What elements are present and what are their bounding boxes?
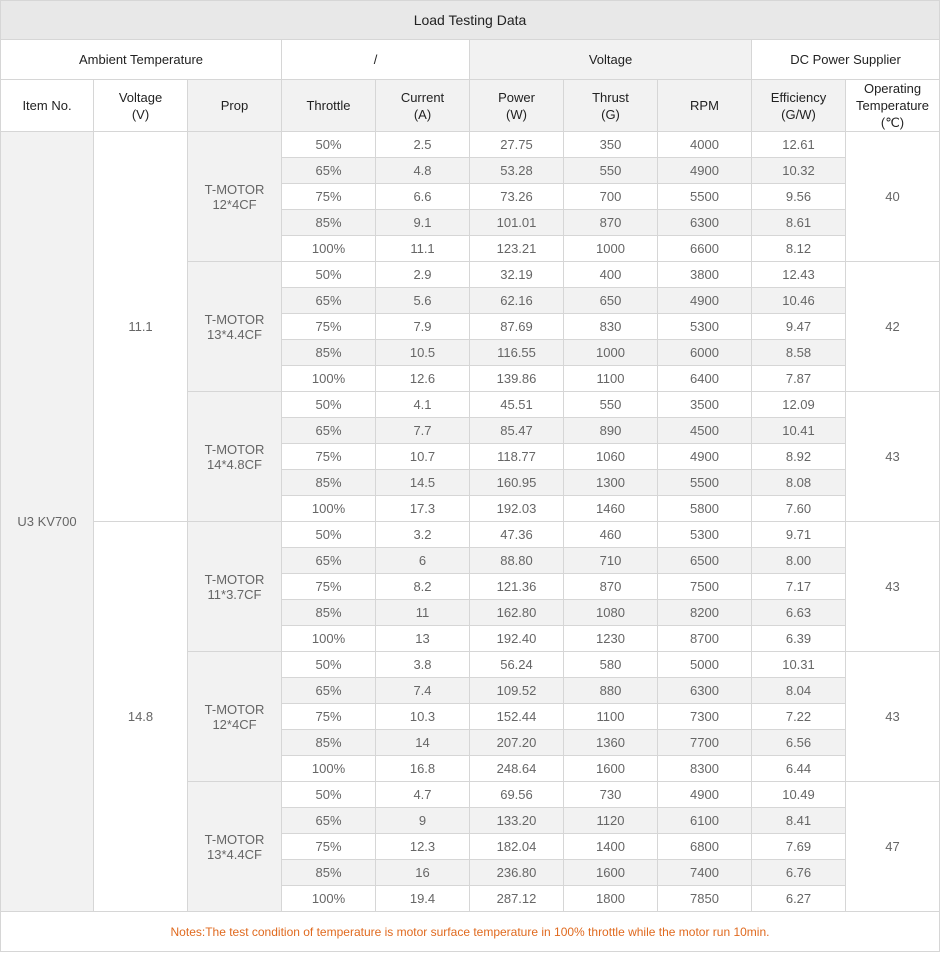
current-cell: 14 bbox=[376, 730, 470, 756]
rpm-cell: 6400 bbox=[658, 366, 752, 392]
throttle-cell: 75% bbox=[282, 444, 376, 470]
notes-row bbox=[1, 912, 940, 952]
header-thrust: Thrust (G) bbox=[564, 80, 658, 132]
efficiency-cell: 7.87 bbox=[752, 366, 846, 392]
header-voltage: Voltage (V) bbox=[94, 80, 188, 132]
rpm-cell: 7850 bbox=[658, 886, 752, 912]
rpm-cell: 4000 bbox=[658, 132, 752, 158]
efficiency-cell: 12.09 bbox=[752, 392, 846, 418]
power-cell: 45.51 bbox=[470, 392, 564, 418]
throttle-cell: 75% bbox=[282, 704, 376, 730]
efficiency-cell: 7.22 bbox=[752, 704, 846, 730]
throttle-cell: 100% bbox=[282, 756, 376, 782]
current-cell: 10.5 bbox=[376, 340, 470, 366]
rpm-cell: 3800 bbox=[658, 262, 752, 288]
throttle-cell: 75% bbox=[282, 834, 376, 860]
power-cell: 287.12 bbox=[470, 886, 564, 912]
thrust-cell: 1060 bbox=[564, 444, 658, 470]
rpm-cell: 5000 bbox=[658, 652, 752, 678]
temperature-cell: 43 bbox=[846, 652, 940, 782]
efficiency-cell: 8.04 bbox=[752, 678, 846, 704]
throttle-cell: 50% bbox=[282, 782, 376, 808]
thrust-cell: 1460 bbox=[564, 496, 658, 522]
item-no-cell: U3 KV700 bbox=[1, 132, 94, 912]
thrust-cell: 1100 bbox=[564, 366, 658, 392]
efficiency-cell: 8.08 bbox=[752, 470, 846, 496]
current-cell: 2.5 bbox=[376, 132, 470, 158]
voltage-value: DC Power Supplier bbox=[752, 40, 940, 80]
rpm-cell: 6300 bbox=[658, 678, 752, 704]
efficiency-cell: 8.12 bbox=[752, 236, 846, 262]
power-cell: 27.75 bbox=[470, 132, 564, 158]
power-cell: 133.20 bbox=[470, 808, 564, 834]
thrust-cell: 1230 bbox=[564, 626, 658, 652]
voltage-cell: 14.8 bbox=[94, 522, 188, 912]
rpm-cell: 5300 bbox=[658, 522, 752, 548]
current-cell: 13 bbox=[376, 626, 470, 652]
efficiency-cell: 12.43 bbox=[752, 262, 846, 288]
rpm-cell: 6000 bbox=[658, 340, 752, 366]
efficiency-cell: 9.71 bbox=[752, 522, 846, 548]
ambient-temperature-label: Ambient Temperature bbox=[1, 40, 282, 80]
prop-cell: T-MOTOR 13*4.4CF bbox=[188, 262, 282, 392]
rpm-cell: 4900 bbox=[658, 158, 752, 184]
throttle-cell: 65% bbox=[282, 678, 376, 704]
rpm-cell: 7300 bbox=[658, 704, 752, 730]
prop-cell: T-MOTOR 12*4CF bbox=[188, 132, 282, 262]
header-efficiency: Efficiency (G/W) bbox=[752, 80, 846, 132]
rpm-cell: 7400 bbox=[658, 860, 752, 886]
efficiency-cell: 6.56 bbox=[752, 730, 846, 756]
throttle-cell: 100% bbox=[282, 886, 376, 912]
current-cell: 9.1 bbox=[376, 210, 470, 236]
ambient-temperature-value: / bbox=[282, 40, 470, 80]
thrust-cell: 700 bbox=[564, 184, 658, 210]
header-operating-temperature: Operating Temperature (℃) bbox=[846, 80, 940, 132]
thrust-cell: 400 bbox=[564, 262, 658, 288]
throttle-cell: 50% bbox=[282, 132, 376, 158]
current-cell: 3.8 bbox=[376, 652, 470, 678]
power-cell: 87.69 bbox=[470, 314, 564, 340]
power-cell: 121.36 bbox=[470, 574, 564, 600]
current-cell: 14.5 bbox=[376, 470, 470, 496]
throttle-cell: 100% bbox=[282, 496, 376, 522]
rpm-cell: 8700 bbox=[658, 626, 752, 652]
throttle-cell: 85% bbox=[282, 860, 376, 886]
current-cell: 6.6 bbox=[376, 184, 470, 210]
efficiency-cell: 10.46 bbox=[752, 288, 846, 314]
current-cell: 7.7 bbox=[376, 418, 470, 444]
power-cell: 152.44 bbox=[470, 704, 564, 730]
rpm-cell: 4900 bbox=[658, 444, 752, 470]
efficiency-cell: 8.92 bbox=[752, 444, 846, 470]
throttle-cell: 85% bbox=[282, 600, 376, 626]
rpm-cell: 6300 bbox=[658, 210, 752, 236]
table-title: Load Testing Data bbox=[1, 1, 940, 40]
temperature-cell: 43 bbox=[846, 392, 940, 522]
efficiency-cell: 6.27 bbox=[752, 886, 846, 912]
prop-cell: T-MOTOR 12*4CF bbox=[188, 652, 282, 782]
efficiency-cell: 6.76 bbox=[752, 860, 846, 886]
power-cell: 236.80 bbox=[470, 860, 564, 886]
thrust-cell: 350 bbox=[564, 132, 658, 158]
power-cell: 101.01 bbox=[470, 210, 564, 236]
power-cell: 123.21 bbox=[470, 236, 564, 262]
current-cell: 2.9 bbox=[376, 262, 470, 288]
voltage-cell: 11.1 bbox=[94, 132, 188, 522]
throttle-cell: 50% bbox=[282, 652, 376, 678]
current-cell: 8.2 bbox=[376, 574, 470, 600]
throttle-cell: 50% bbox=[282, 522, 376, 548]
efficiency-cell: 7.69 bbox=[752, 834, 846, 860]
rpm-cell: 6800 bbox=[658, 834, 752, 860]
current-cell: 4.7 bbox=[376, 782, 470, 808]
power-cell: 56.24 bbox=[470, 652, 564, 678]
rpm-cell: 4900 bbox=[658, 288, 752, 314]
thrust-cell: 1800 bbox=[564, 886, 658, 912]
current-cell: 7.4 bbox=[376, 678, 470, 704]
efficiency-cell: 8.00 bbox=[752, 548, 846, 574]
power-cell: 47.36 bbox=[470, 522, 564, 548]
efficiency-cell: 10.41 bbox=[752, 418, 846, 444]
efficiency-cell: 10.49 bbox=[752, 782, 846, 808]
throttle-cell: 85% bbox=[282, 210, 376, 236]
throttle-cell: 65% bbox=[282, 288, 376, 314]
thrust-cell: 580 bbox=[564, 652, 658, 678]
table-row bbox=[1, 132, 940, 158]
rpm-cell: 6500 bbox=[658, 548, 752, 574]
prop-cell: T-MOTOR 14*4.8CF bbox=[188, 392, 282, 522]
power-cell: 53.28 bbox=[470, 158, 564, 184]
thrust-cell: 1400 bbox=[564, 834, 658, 860]
power-cell: 32.19 bbox=[470, 262, 564, 288]
rpm-cell: 3500 bbox=[658, 392, 752, 418]
throttle-cell: 65% bbox=[282, 158, 376, 184]
thrust-cell: 1000 bbox=[564, 236, 658, 262]
efficiency-cell: 9.56 bbox=[752, 184, 846, 210]
current-cell: 10.7 bbox=[376, 444, 470, 470]
efficiency-cell: 8.58 bbox=[752, 340, 846, 366]
thrust-cell: 650 bbox=[564, 288, 658, 314]
rpm-cell: 4500 bbox=[658, 418, 752, 444]
current-cell: 11.1 bbox=[376, 236, 470, 262]
power-cell: 192.40 bbox=[470, 626, 564, 652]
current-cell: 16 bbox=[376, 860, 470, 886]
power-cell: 118.77 bbox=[470, 444, 564, 470]
power-cell: 85.47 bbox=[470, 418, 564, 444]
thrust-cell: 880 bbox=[564, 678, 658, 704]
table-row bbox=[1, 522, 940, 548]
throttle-cell: 75% bbox=[282, 574, 376, 600]
thrust-cell: 550 bbox=[564, 392, 658, 418]
temperature-cell: 43 bbox=[846, 522, 940, 652]
voltage-label: Voltage bbox=[470, 40, 752, 80]
current-cell: 4.8 bbox=[376, 158, 470, 184]
throttle-cell: 65% bbox=[282, 418, 376, 444]
thrust-cell: 1080 bbox=[564, 600, 658, 626]
thrust-cell: 1300 bbox=[564, 470, 658, 496]
current-cell: 12.6 bbox=[376, 366, 470, 392]
throttle-cell: 50% bbox=[282, 262, 376, 288]
rpm-cell: 4900 bbox=[658, 782, 752, 808]
prop-cell: T-MOTOR 13*4.4CF bbox=[188, 782, 282, 912]
power-cell: 69.56 bbox=[470, 782, 564, 808]
current-cell: 16.8 bbox=[376, 756, 470, 782]
rpm-cell: 7500 bbox=[658, 574, 752, 600]
current-cell: 12.3 bbox=[376, 834, 470, 860]
thrust-cell: 710 bbox=[564, 548, 658, 574]
current-cell: 7.9 bbox=[376, 314, 470, 340]
thrust-cell: 730 bbox=[564, 782, 658, 808]
thrust-cell: 1360 bbox=[564, 730, 658, 756]
header-power: Power (W) bbox=[470, 80, 564, 132]
thrust-cell: 870 bbox=[564, 210, 658, 236]
power-cell: 139.86 bbox=[470, 366, 564, 392]
temperature-cell: 47 bbox=[846, 782, 940, 912]
throttle-cell: 65% bbox=[282, 548, 376, 574]
rpm-cell: 8200 bbox=[658, 600, 752, 626]
prop-cell: T-MOTOR 11*3.7CF bbox=[188, 522, 282, 652]
notes: Notes:The test condition of temperature is motor surface temperature in 100% throttle while the motor run 10min. bbox=[1, 912, 940, 952]
efficiency-cell: 9.47 bbox=[752, 314, 846, 340]
power-cell: 207.20 bbox=[470, 730, 564, 756]
thrust-cell: 1120 bbox=[564, 808, 658, 834]
throttle-cell: 100% bbox=[282, 366, 376, 392]
efficiency-cell: 6.39 bbox=[752, 626, 846, 652]
power-cell: 162.80 bbox=[470, 600, 564, 626]
current-cell: 10.3 bbox=[376, 704, 470, 730]
power-cell: 192.03 bbox=[470, 496, 564, 522]
current-cell: 19.4 bbox=[376, 886, 470, 912]
efficiency-cell: 7.60 bbox=[752, 496, 846, 522]
rpm-cell: 5300 bbox=[658, 314, 752, 340]
efficiency-cell: 7.17 bbox=[752, 574, 846, 600]
current-cell: 6 bbox=[376, 548, 470, 574]
throttle-cell: 50% bbox=[282, 392, 376, 418]
throttle-cell: 85% bbox=[282, 470, 376, 496]
power-cell: 182.04 bbox=[470, 834, 564, 860]
throttle-cell: 100% bbox=[282, 626, 376, 652]
temperature-cell: 42 bbox=[846, 262, 940, 392]
thrust-cell: 460 bbox=[564, 522, 658, 548]
throttle-cell: 65% bbox=[282, 808, 376, 834]
efficiency-cell: 8.61 bbox=[752, 210, 846, 236]
temperature-cell: 40 bbox=[846, 132, 940, 262]
rpm-cell: 8300 bbox=[658, 756, 752, 782]
throttle-cell: 85% bbox=[282, 730, 376, 756]
power-cell: 116.55 bbox=[470, 340, 564, 366]
current-cell: 11 bbox=[376, 600, 470, 626]
header-current: Current (A) bbox=[376, 80, 470, 132]
thrust-cell: 1000 bbox=[564, 340, 658, 366]
header-row bbox=[1, 80, 940, 132]
thrust-cell: 1600 bbox=[564, 860, 658, 886]
current-cell: 9 bbox=[376, 808, 470, 834]
power-cell: 62.16 bbox=[470, 288, 564, 314]
efficiency-cell: 10.31 bbox=[752, 652, 846, 678]
throttle-cell: 100% bbox=[282, 236, 376, 262]
power-cell: 88.80 bbox=[470, 548, 564, 574]
efficiency-cell: 6.44 bbox=[752, 756, 846, 782]
power-cell: 73.26 bbox=[470, 184, 564, 210]
header-item-no: Item No. bbox=[1, 80, 94, 132]
throttle-cell: 75% bbox=[282, 314, 376, 340]
thrust-cell: 830 bbox=[564, 314, 658, 340]
thrust-cell: 1600 bbox=[564, 756, 658, 782]
power-cell: 109.52 bbox=[470, 678, 564, 704]
header-rpm: RPM bbox=[658, 80, 752, 132]
rpm-cell: 5500 bbox=[658, 184, 752, 210]
power-cell: 160.95 bbox=[470, 470, 564, 496]
rpm-cell: 5500 bbox=[658, 470, 752, 496]
thrust-cell: 890 bbox=[564, 418, 658, 444]
rpm-cell: 5800 bbox=[658, 496, 752, 522]
current-cell: 3.2 bbox=[376, 522, 470, 548]
throttle-cell: 85% bbox=[282, 340, 376, 366]
efficiency-cell: 8.41 bbox=[752, 808, 846, 834]
header-prop: Prop bbox=[188, 80, 282, 132]
power-cell: 248.64 bbox=[470, 756, 564, 782]
current-cell: 5.6 bbox=[376, 288, 470, 314]
efficiency-cell: 6.63 bbox=[752, 600, 846, 626]
current-cell: 4.1 bbox=[376, 392, 470, 418]
throttle-cell: 75% bbox=[282, 184, 376, 210]
header-throttle: Throttle bbox=[282, 80, 376, 132]
current-cell: 17.3 bbox=[376, 496, 470, 522]
thrust-cell: 550 bbox=[564, 158, 658, 184]
rpm-cell: 7700 bbox=[658, 730, 752, 756]
thrust-cell: 1100 bbox=[564, 704, 658, 730]
rpm-cell: 6600 bbox=[658, 236, 752, 262]
efficiency-cell: 10.32 bbox=[752, 158, 846, 184]
thrust-cell: 870 bbox=[564, 574, 658, 600]
rpm-cell: 6100 bbox=[658, 808, 752, 834]
efficiency-cell: 12.61 bbox=[752, 132, 846, 158]
